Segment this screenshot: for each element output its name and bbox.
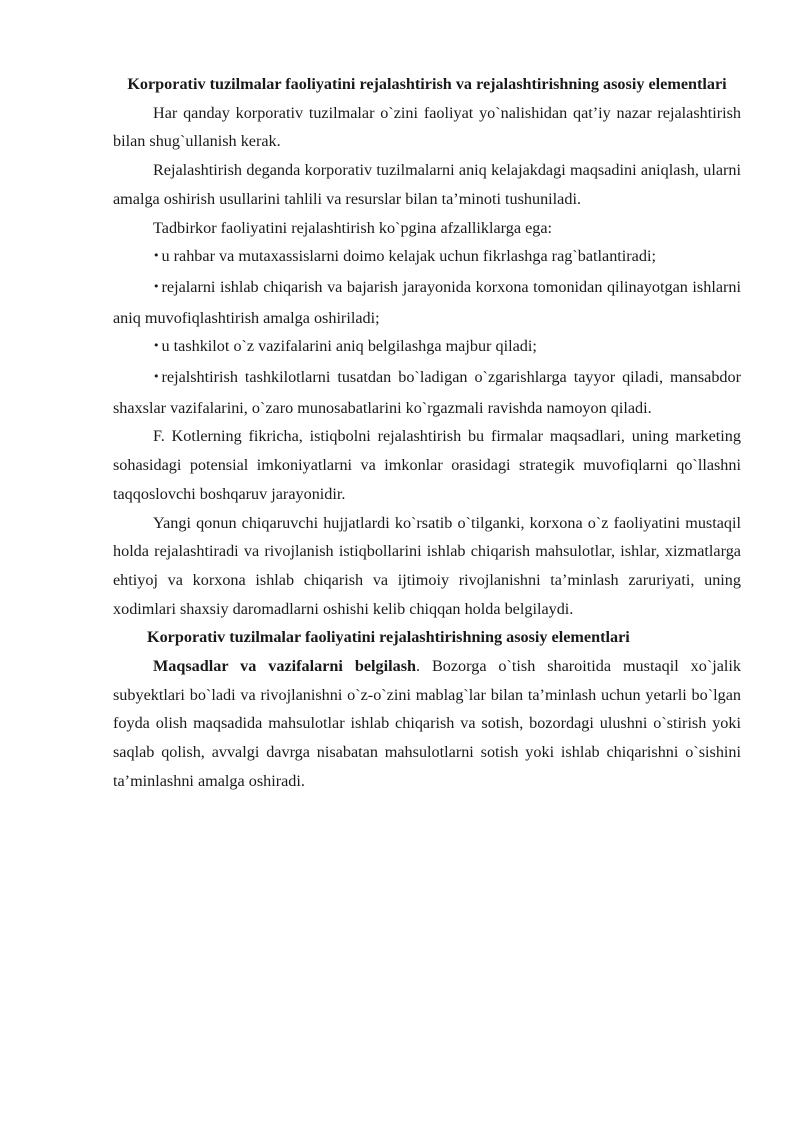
bullet-text: rejalarni ishlab chiqarish va bajarish jarayonida korxona tomonidan qilinayotgan ishlarni aniq muvofiqlashtirish amalga oshiriladi; [113,277,741,327]
bullet-icon: • [153,370,160,384]
bullet-text: u rahbar va mutaxassislarni doimo kelajak uchun fikrlashga rag`batlantiradi; [161,247,656,266]
paragraph-6 [113,652,741,796]
paragraph-5: Yangi qonun chiqaruvchi hujjatlardi ko`rsatib o`tilganki, korxona o`z faoliyatini mustaqil holda rejalashtiradi va rivojlanish istiqbollarini ishlab chiqarish mahsulotlar, ishlar, xizmatlarga ehtiyoj va korxona ishlab chiqarish va ijtimoiy rivojlanishni ta’minlash zaruriyati, uning xodimlari shaxsiy daromadlarni oshishi kelib chiqqan holda belgilaydi. [113,513,741,618]
document-body [113,70,741,796]
document-title: Korporativ tuzilmalar faoliyatini rejalashtirish va rejalashtirishning asosiy elementlari [127,75,727,93]
paragraph-1: Har qanday korporativ tuzilmalar o`zini faoliyat yo`nalishidan qat’iy nazar rejalashtirish bilan shug`ullanish kerak. [113,103,741,151]
bullet-item-1 [113,242,741,273]
paragraph-4: F. Kotlerning fikricha, istiqbolni rejalashtirish bu firmalar maqsadlari, uning marketing sohasidagi potensial imkoniyatlarni va imkonlar orasidagi strategik muvofiqlarni qo`llashni taqqoslovchi boshqaruv jarayonidir. [113,427,741,503]
bullet-icon: • [153,339,160,353]
paragraph-rest: . Bozorga o`tish sharoitida mustaqil xo`jalik subyektlari bo`ladi va rivojlanishni o`z-o`zini mablag`lar bilan ta’minlash uchun yetarli bo`lgan foyda olish maqsadida mahsulotlar ishlab chiqarish va sotish, bozordagi ulushni o`stirish yoki saqlab qolish, avvalgi davrga nisabatan mahsulotlarni sotish yoki ishlab chiqarishni o`sishini ta’minlashni amalga oshiradi. [113,657,741,790]
bullet-icon: • [153,249,160,263]
bullet-text: u tashkilot o`z vazifalarini aniq belgilashga majbur qiladi; [161,337,537,356]
bullet-icon: • [153,279,160,293]
paragraph-2: Rejalashtirish deganda korporativ tuzilmalarni aniq kelajakdagi maqsadini aniqlash, ularni amalga oshirish usullarini tahlili va resurslar bilan ta’minoti tushuniladi. [113,161,741,208]
paragraph-3: Tadbirkor faoliyatini rejalashtirish ko`pgina afzalliklarga ega: [153,218,553,237]
section-subheading: Korporativ tuzilmalar faoliyatini rejalashtirishning asosiy elementlari [147,628,630,647]
bullet-item-3 [113,332,741,363]
bullet-item-4 [113,363,741,422]
bullet-item-2 [113,273,741,332]
paragraph-lead-term: Maqsadlar va vazifalarni belgilash [153,657,416,676]
bullet-text: rejalshtirish tashkilotlarni tusatdan bo`ladigan o`zgarishlarga tayyor qiladi, mansabdor shaxslar vazifalarini, o`zaro munosabatlarini ko`rgazmali ravishda namoyon qiladi. [113,368,741,417]
